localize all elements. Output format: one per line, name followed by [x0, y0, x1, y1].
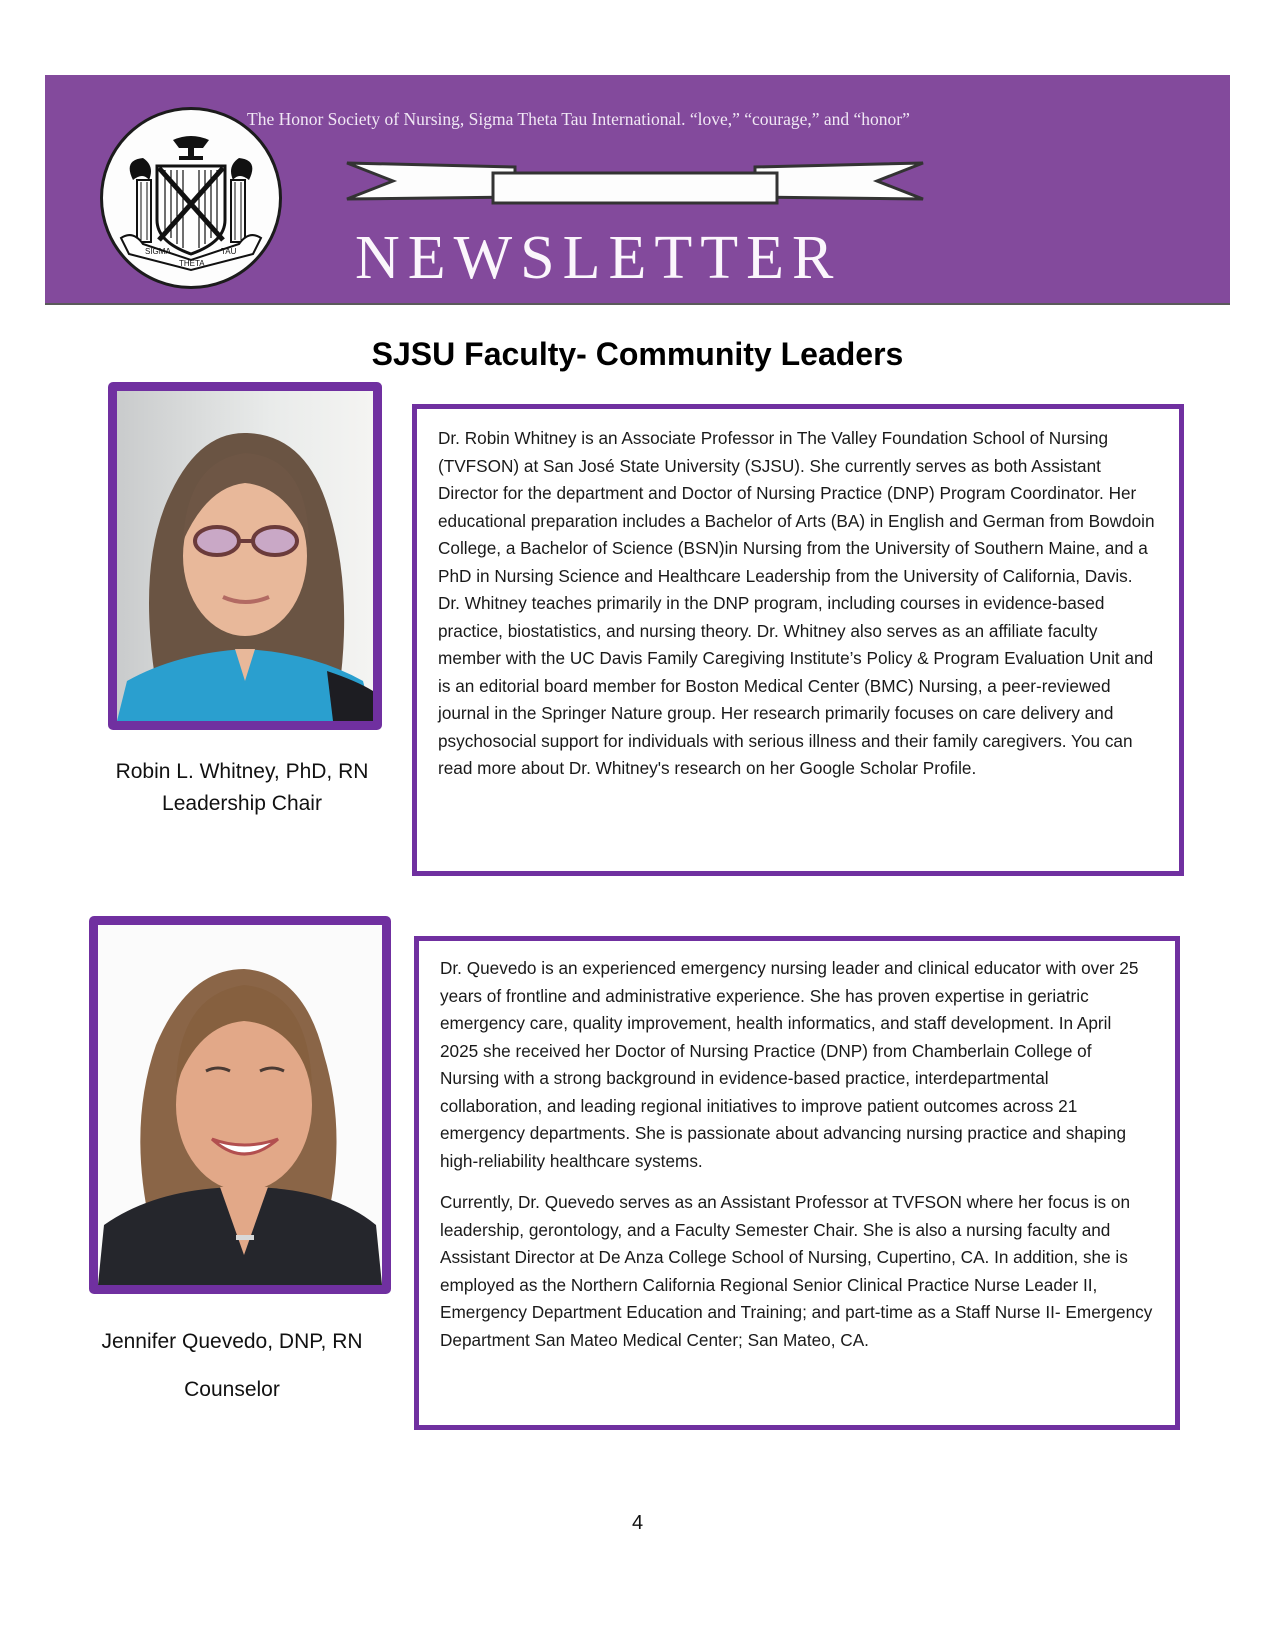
- profile-role-whitney: Leadership Chair: [162, 792, 322, 815]
- page-number: 4: [631, 1512, 644, 1534]
- profile-name-quevedo: Jennifer Quevedo, DNP, RN: [101, 1330, 363, 1353]
- seal-text-tau: TAU: [221, 247, 237, 256]
- ribbon-banner-icon: [345, 157, 925, 205]
- crest-icon: [103, 110, 279, 286]
- seal-text-theta: THETA: [179, 259, 205, 268]
- profile-photo-whitney: [108, 382, 382, 730]
- bio-paragraph: Dr. Quevedo is an experienced emergency nursing leader and clinical educator with over 25 years of frontline and administrative experience. She has proven expertise in geriatric emergency care, quality improvement, health informatics, and staff development. In April 2025 she received her Doctor of Nursing Practice (DNP) from Chamberlain College of Nursing with a strong background in evidence-based practice, interdepartmental collaboration, and leading regional initiatives to improve patient outcomes across 21 emergency departments. She is passionate about advancing nursing practice and shaping high-reliability healthcare systems.: [440, 958, 1139, 1171]
- bio-box-whitney: [412, 404, 1184, 876]
- newsletter-masthead: NEWSLETTER: [355, 224, 842, 292]
- society-tagline: The Honor Society of Nursing, Sigma Theta Tau International. “love,” “courage,” and “honor”: [247, 109, 910, 129]
- profile-role-quevedo: Counselor: [184, 1378, 280, 1401]
- bio-box-quevedo: [414, 936, 1180, 1430]
- profile-name-whitney: Robin L. Whitney, PhD, RN: [115, 760, 369, 783]
- society-seal-logo: [100, 107, 282, 289]
- profile-photo-quevedo: [89, 916, 391, 1294]
- bio-paragraph: Currently, Dr. Quevedo serves as an Assistant Professor at TVFSON where her focus is on leadership, gerontology, and a Faculty Semester Chair. She is also a nursing faculty and Assistant Director at De Anza College School of Nursing, Cupertino, CA. In addition, she is employed as the Northern California Regional Senior Clinical Practice Nurse Leader II, Emergency Department Education and Training; and part-time as a Staff Nurse II- Emergency Department San Mateo Medical Center; San Mateo, CA.: [440, 1192, 1153, 1350]
- newsletter-banner: [45, 75, 1230, 305]
- seal-text-sigma: SIGMA: [145, 247, 171, 256]
- bio-paragraph: Dr. Robin Whitney is an Associate Professor in The Valley Foundation School of Nursing (TVFSON) at San José State University (SJSU). She currently serves as both Assistant Director for the department and Doctor of Nursing Practice (DNP) Program Coordinator. Her educational preparation includes a Bachelor of Arts (BA) in English and German from Bowdoin College, a Bachelor of Science (BSN)in Nursing from the University of Southern Maine, and a PhD in Nursing Science and Healthcare Leadership from the University of California, Davis. Dr. Whitney teaches primarily in the DNP program, including courses in evidence-based practice, biostatistics, and nursing theory. Dr. Whitney also serves as an affiliate faculty member with the UC Davis Family Caregiving Institute’s Policy & Program Evaluation Unit and is an editorial board member for Boston Medical Center (BMC) Nursing, a peer-reviewed journal in the Springer Nature group. Her research primarily focuses on care delivery and psychosocial support for individuals with serious illness and their family caregivers. You can read more about Dr. Whitney's research on her Google Scholar Profile.: [438, 428, 1155, 778]
- page-title: SJSU Faculty- Community Leaders: [371, 336, 904, 372]
